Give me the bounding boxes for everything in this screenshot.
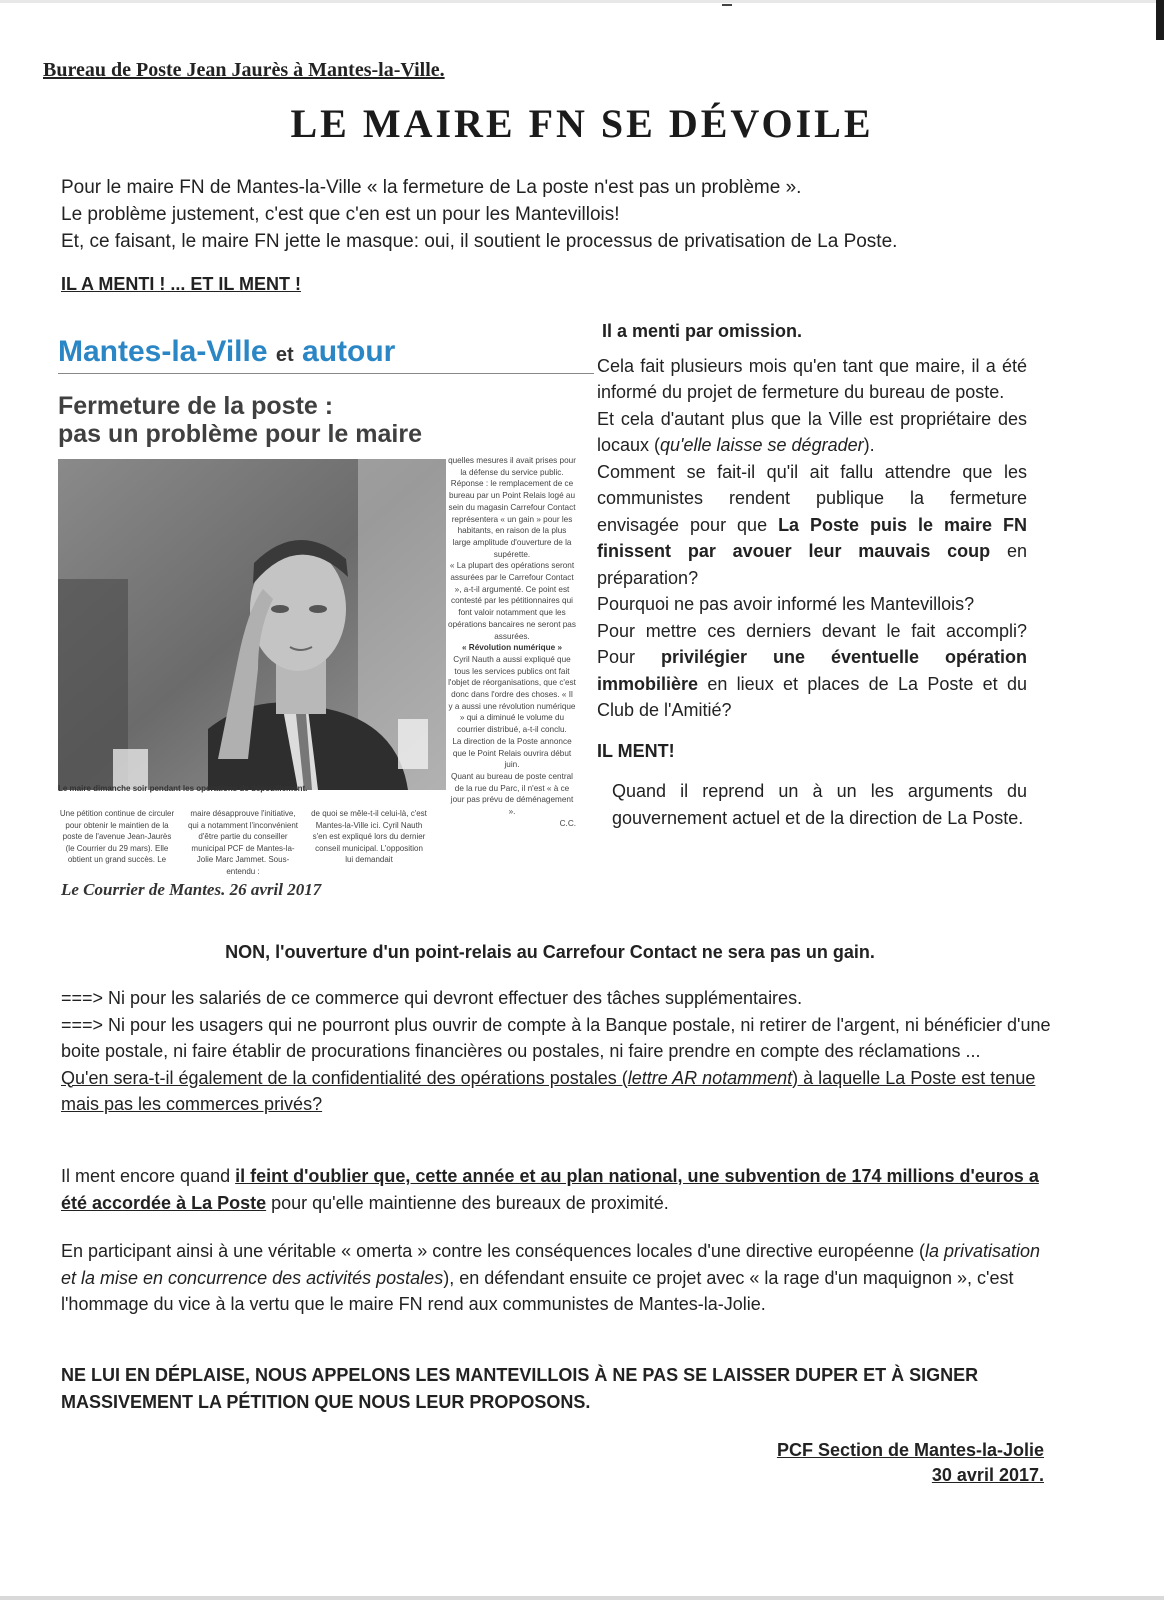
text-run: ). [863,435,875,455]
signature-date: 30 avril 2017. [931,1465,1044,1485]
italic-run: lettre AR notamment [627,1067,793,1088]
text-run: Qu'en sera-t-il également de la confidentialité des opérations postales ( [61,1067,628,1088]
slogan: IL A MENTI ! ... ET IL MENT ! [61,274,301,294]
right-column-paragraph-4: Pourquoi ne pas avoir informé les Mantevillois? [597,594,975,614]
newspaper-clipping [56,330,596,908]
omerta-text [61,1238,1051,1318]
clipping-section-name: Mantes-la-Ville [58,335,268,368]
clipping-source: Le Courrier de Mantes. 26 avril 2017 [61,880,322,899]
clipping-section-suffix: autour [302,335,396,368]
italic-run: la privatisation et la mise en concurrence des activités postales [61,1241,1041,1288]
document-header: Bureau de Poste Jean Jaurès à Mantes-la-Ville. [43,59,445,81]
intro-paragraph [61,174,1081,255]
bold-run: La Poste puis le maire FN finissent par avouer leur mauvais coup [597,514,1028,561]
italic-run: qu'elle laisse se dégrader [660,435,864,455]
subvention-text [61,1163,1051,1216]
text-run: Comment se fait-il qu'il ait fallu attendre que les communistes rendent publique la fermeture envisagée pour que [597,461,1027,535]
arguments-list [61,985,1051,1118]
text-run: pour qu'elle maintienne des bureaux de proximité. [266,1192,669,1213]
text-run: Et cela d'autant plus que la Ville est propriétaire des locaux ( [597,408,1027,455]
right-column-paragraph-2 [597,406,1027,459]
spacer [597,724,1027,738]
right-column-heading: Il a menti par omission. [602,321,803,341]
intro-line-1: Pour le maire FN de Mantes-la-Ville « la fermeture de La poste n'est pas un problème ». [61,177,802,198]
clipping-side-column [448,455,576,830]
clipping-side-paragraph: La direction de la Poste annonce que le Point Relais ouvrira début juin. [452,736,572,770]
right-column-paragraph-6: Quand il reprend un à un les arguments du gouvernement actuel et de la direction de La Poste. [612,781,1027,828]
omerta-paragraph [61,1238,1051,1318]
right-column-paragraph-3 [597,459,1027,592]
clipping-headline [58,392,498,448]
text-run: Il ment encore quand [61,1166,236,1186]
clipping-side-paragraph: « La plupart des opérations seront assurées par le Carrefour Contact », a-t-il argumenté. Ce point est contesté par les pétitionnaires qui font valoir notamment que les opérations bancaires ne seront pas assurées. [448,561,576,641]
right-column-heading-2: IL MENT! [597,740,675,761]
intro-line-3: Et, ce faisant, le maire FN jette le masque: oui, il soutient le processus de privatisation de La Poste. [61,231,898,252]
scan-edge-right [1156,0,1164,40]
argument-item-1: ===> Ni pour les salariés de ce commerce qui devront effectuer des tâches supplémentaires. [61,988,803,1008]
photo-caption: Le maire dimanche soir pendant les opérations de dépouillement. [58,784,308,793]
non-statement: NON, l'ouverture d'un point-relais au Carrefour Contact ne sera pas un gain. [225,942,875,962]
text-run: en préparation? [597,541,1028,588]
clipping-side-paragraph: Quant au bureau de poste central de la rue du Parc, il n'est « à ce jour pas prévu de déménagement ». [450,771,574,817]
clipping-bottom-column-3: de quoi se mêle-t-il celui-là, c'est Mantes-la-Ville ici. Cyril Nauth s'en est expliqué lors du dernier conseil municipal. L'opposition lui demandait [311,809,427,864]
right-column [597,318,1027,831]
signature [777,1438,1044,1488]
clipping-bottom-column-2: maire désapprouve l'initiative, qui a notamment l'inconvénient d'être partie du conseiller municipal PCF de Mantes-la-Jolie Marc Jammet. Sous-entendu : [187,809,299,876]
spacer [597,764,1027,778]
clipping-side-subhead: « Révolution numérique » [461,643,563,653]
bold-run: privilégier une éventuelle opération immobilière [597,647,1027,694]
clipping-section-header [58,335,395,369]
document-title: LE MAIRE FN SE DÉVOILE [290,101,874,146]
right-column-paragraph-1: Cela fait plusieurs mois qu'en tant que maire, il a été informé du projet de fermeture du bureau de poste. [597,355,1027,402]
confidentiality-question [61,1065,1051,1118]
text-run: Pour mettre ces derniers devant le fait accompli? Pour [597,620,1027,667]
clipping-section-et: et [275,344,294,366]
scan-edge-bottom [0,1596,1164,1600]
signature-organization: PCF Section de Mantes-la-Jolie [776,1440,1044,1460]
intro-line-2: Le problème justement, c'est que c'en est un pour les Mantevillois! [61,204,620,225]
clipping-bottom-column-1: Une pétition continue de circuler pour obtenir le maintien de la poste de l'avenue Jean-Jaurès (le Courrier du 29 mars). Elle obtient un grand succès. Le [59,809,175,864]
clipping-rule [58,373,594,374]
mayor-photo [58,459,446,790]
call-to-action: NE LUI EN DÉPLAISE, NOUS APPELONS LES MANTEVILLOIS À NE PAS SE LAISSER DUPER ET À SIGNER MASSIVEMENT LA PÉTITION QUE NOUS LEUR PROPOSONS. [61,1365,979,1412]
clipping-side-paragraph: Cyril Nauth a aussi expliqué que tous les services publics ont fait l'objet de réorganisations, que c'est donc dans l'ordre des choses. « Il y a aussi une révolution numérique » qui a diminué le volume du courrier distribué, a-t-il conclu. [448,654,576,735]
text-run: ), en défendant ensuite ce projet avec « la rage d'un maquignon », c'est l'hommage du vice à la vertu que le maire FN rend aux communistes de Mantes-la-Jolie. [61,1267,1014,1314]
clipping-side-signature: C.C. [559,818,576,828]
clipping-headline-line-1: Fermeture de la poste : [58,392,334,420]
text-run: En participant ainsi à une véritable « omerta » contre les conséquences locales d'une directive européenne ( [61,1241,925,1261]
right-column-paragraph-5 [597,618,1027,724]
text-run: ) à laquelle La Poste est tenue mais pas les commerces privés? [61,1067,1036,1114]
bold-underline-run: il feint d'oublier que, cette année et au plan national, une subvention de 174 millions d'euros a été accordée à La Poste [61,1166,1039,1213]
scan-mark [722,4,732,6]
scan-edge-top [0,0,1164,3]
argument-item-2: ===> Ni pour les usagers qui ne pourront plus ouvrir de compte à la Banque postale, ni retirer de l'argent, ni bénéficier d'une boite postale, ni faire établir de procurations financières ou postales, ni faire prendre en compte des réclamations ... [61,1014,1051,1061]
clipping-headline-line-2: pas un problème pour le maire [58,420,422,448]
subvention-paragraph [61,1163,1051,1216]
text-run: en lieux et places de La Poste et du Club de l'Amitié? [597,673,1027,720]
clipping-side-paragraph: quelles mesures il avait prises pour la défense du service public. Réponse : le remplacement de ce bureau par un Point Relais logé au sein du magasin Carrefour Contact représentera « un gain » pour les habitants, en raison de la plus large amplitude d'ouverture de la supérette. [448,456,576,559]
